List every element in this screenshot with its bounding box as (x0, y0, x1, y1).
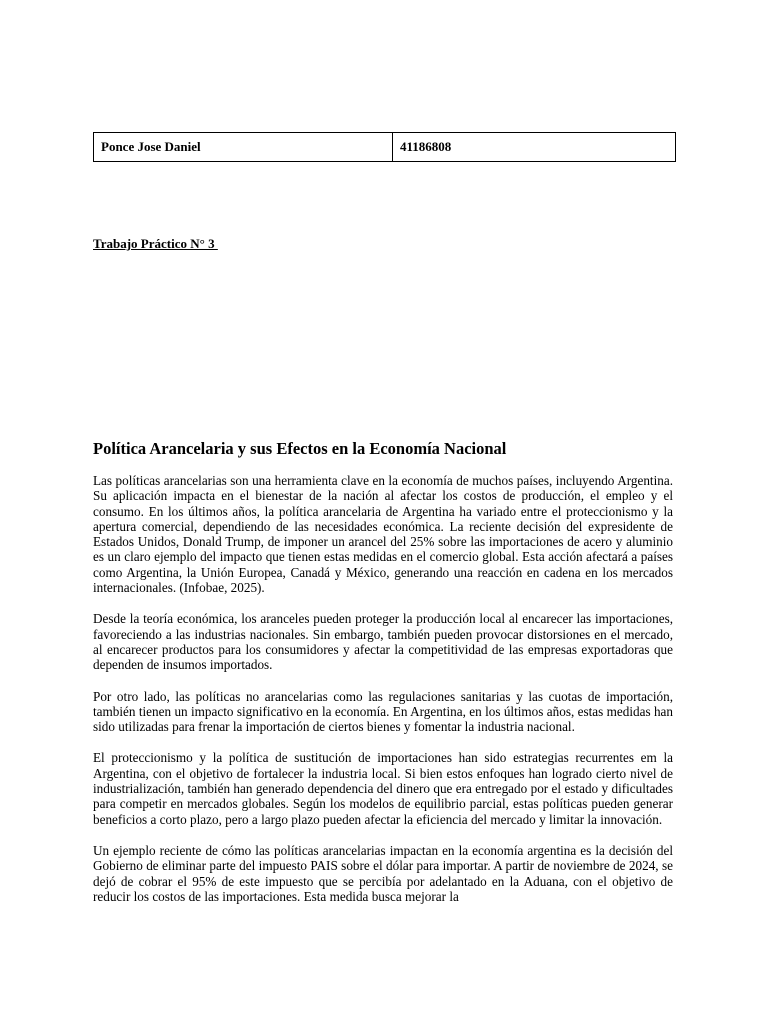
section-heading: Política Arancelaria y sus Efectos en la Economía Nacional (93, 439, 507, 458)
paragraph: Por otro lado, las políticas no arancelarias como las regulaciones sanitarias y las cuotas de importación, también tienen un impacto significativo en la economía. En Argentina, en los últimos años, estas medidas han sido utilizadas para frenar la importación de ciertos bienes y fomentar la industria nacional. (93, 688, 673, 735)
paragraph: El proteccionismo y la política de sustitución de importaciones han sido estrategias recurrentes em la Argentina, con el objetivo de fortalecer la industria local. Si bien estos enfoques han logrado cierto nivel de industrialización, también han generado dependencia del dinero que era entregado por el estado y dificultades para competir en mercados globales. Según los modelos de equilibrio parcial, estas políticas pueden generar beneficios a corto plazo, pero a largo plazo pueden afectar la eficiencia del mercado y limitar la innovación. (93, 750, 673, 827)
student-info-table (93, 132, 676, 162)
body-text (93, 473, 673, 920)
student-id-cell: 41186808 (393, 133, 676, 162)
paragraph: Las políticas arancelarias son una herramienta clave en la economía de muchos países, incluyendo Argentina. Su aplicación impacta en el bienestar de la nación al afectar los costos de producción, el empleo y el consumo. En los últimos años, la política arancelaria de Argentina ha variado entre el proteccionismo y la apertura comercial, dependiendo de las necesidades económica. La reciente decisión del expresidente de Estados Unidos, Donald Trump, de imponer un arancel del 25% sobre las importaciones de acero y aluminio es un claro ejemplo del impacto que tienen estas medidas en el comercio global. Esta acción afectará a países como Argentina, la Unión Europea, Canadá y México, generando una reacción en cadena en los mercados internacionales. (Infobae, 2025). (93, 473, 673, 596)
paragraph: Desde la teoría económica, los aranceles pueden proteger la producción local al encarecer las importaciones, favoreciendo a las industrias nacionales. Sin embargo, también pueden provocar distorsiones en el mercado, al encarecer productos para los consumidores y afectar la competitividad de las empresas exportadoras que dependen de insumos importados. (93, 611, 673, 673)
paragraph: Un ejemplo reciente de cómo las políticas arancelarias impactan en la economía argentina es la decisión del Gobierno de eliminar parte del impuesto PAIS sobre el dólar para importar. A partir de noviembre de 2024, se dejó de cobrar el 95% de este impuesto que se percibía por adelantado en la Aduana, con el objetivo de reducir los costos de las importaciones. Esta medida busca mejorar la (93, 842, 673, 904)
student-info-row (94, 133, 676, 162)
assignment-title: Trabajo Práctico N° 3 (93, 236, 218, 251)
student-name-cell: Ponce Jose Daniel (94, 133, 393, 162)
